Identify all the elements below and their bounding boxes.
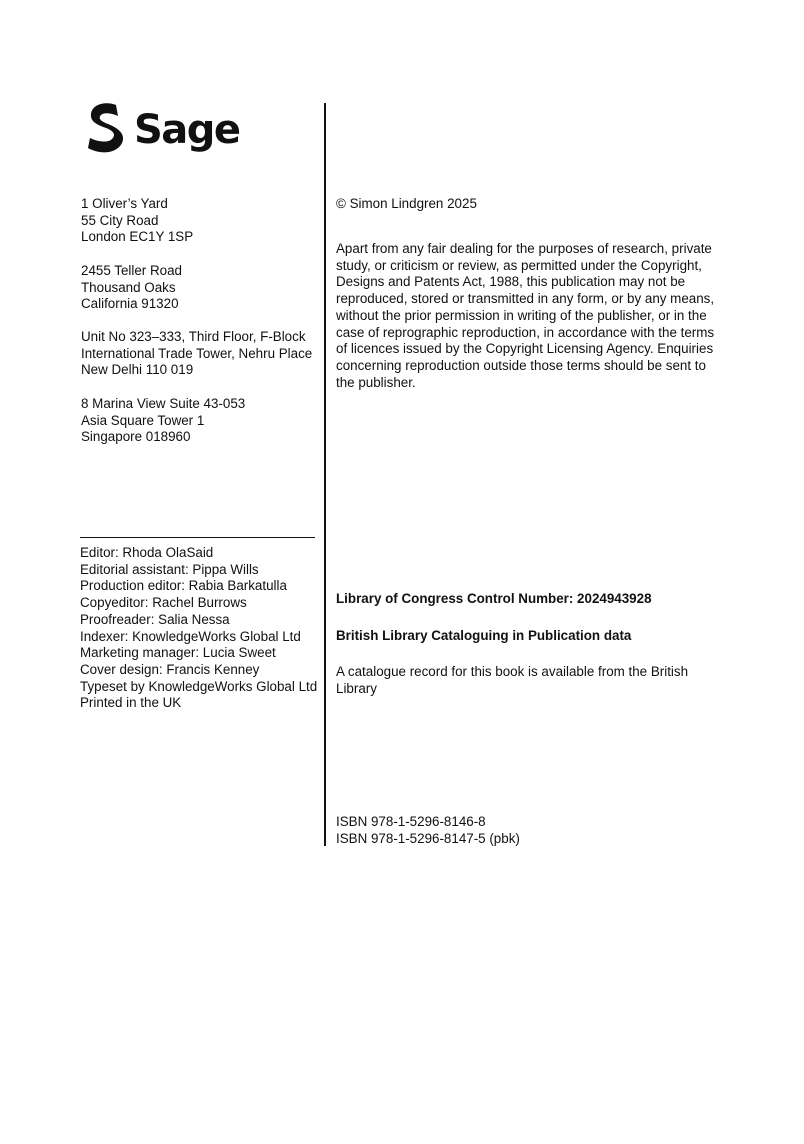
address-line: Thousand Oaks — [81, 279, 176, 295]
credit-line: Marketing manager: Lucia Sweet — [80, 645, 276, 661]
address-line: London EC1Y 1SP — [81, 229, 194, 245]
address-line: 2455 Teller Road — [81, 263, 182, 278]
bl-cataloguing-heading: British Library Cataloguing in Publication data — [336, 628, 632, 643]
address-line: International Trade Tower, Nehru Place — [81, 345, 313, 361]
copyright-notice: © Simon Lindgren 2025 — [336, 196, 477, 211]
address-new-delhi — [81, 329, 312, 379]
address-line: 55 City Road — [81, 212, 159, 228]
address-line: 8 Marina View Suite 43-053 — [81, 396, 246, 411]
sage-s-mark-icon — [86, 102, 126, 154]
credit-line: Proofreader: Salia Nessa — [80, 611, 230, 627]
isbn-hardback: ISBN 978-1-5296-8146-8 — [336, 814, 486, 829]
address-line: Asia Square Tower 1 — [81, 412, 205, 428]
isbn-paperback: ISBN 978-1-5296-8147-5 (pbk) — [336, 830, 520, 846]
bl-cataloguing-text: A catalogue record for this book is available from the British Library — [336, 664, 689, 696]
production-credits — [80, 545, 317, 712]
rights-paragraph: Apart from any fair dealing for the purposes of research, private study, or criticism or review, as permitted under the Copyright, Designs and Patents Act, 1988, this publication may not be reproduced, stored or transmitted in any form, or by any means, without the prior permission in writing of the publisher, or in the case of reprographic reproduction, in accordance with the terms of licences issued by the Copyright Licensing Agency. Enquiries concerning reproduction outside those terms should be sent to the publisher. — [336, 241, 715, 390]
credit-line: Typeset by KnowledgeWorks Global Ltd — [80, 678, 318, 694]
address-line: California 91320 — [81, 296, 179, 312]
loc-control-number: Library of Congress Control Number: 2024943928 — [336, 591, 652, 606]
address-line: Unit No 323–333, Third Floor, F-Block — [81, 329, 306, 344]
publisher-logo — [86, 102, 240, 154]
credit-line: Indexer: KnowledgeWorks Global Ltd — [80, 628, 301, 644]
address-thousand-oaks — [81, 263, 182, 313]
address-singapore — [81, 396, 245, 446]
isbn-list — [336, 814, 716, 847]
address-line: Singapore 018960 — [81, 429, 191, 445]
credit-line: Printed in the UK — [80, 695, 182, 711]
credit-line: Editor: Rhoda OlaSaid — [80, 545, 214, 560]
column-divider — [324, 103, 326, 846]
address-london — [81, 196, 193, 246]
credits-divider — [80, 537, 315, 538]
credit-line: Editorial assistant: Pippa Wills — [80, 561, 259, 577]
address-line: New Delhi 110 019 — [81, 362, 194, 378]
credit-line: Production editor: Rabia Barkatulla — [80, 578, 287, 594]
credit-line: Cover design: Francis Kenney — [80, 661, 260, 677]
address-line: 1 Oliver’s Yard — [81, 196, 168, 211]
publisher-name: Sage — [134, 107, 240, 153]
credit-line: Copyeditor: Rachel Burrows — [80, 595, 247, 611]
